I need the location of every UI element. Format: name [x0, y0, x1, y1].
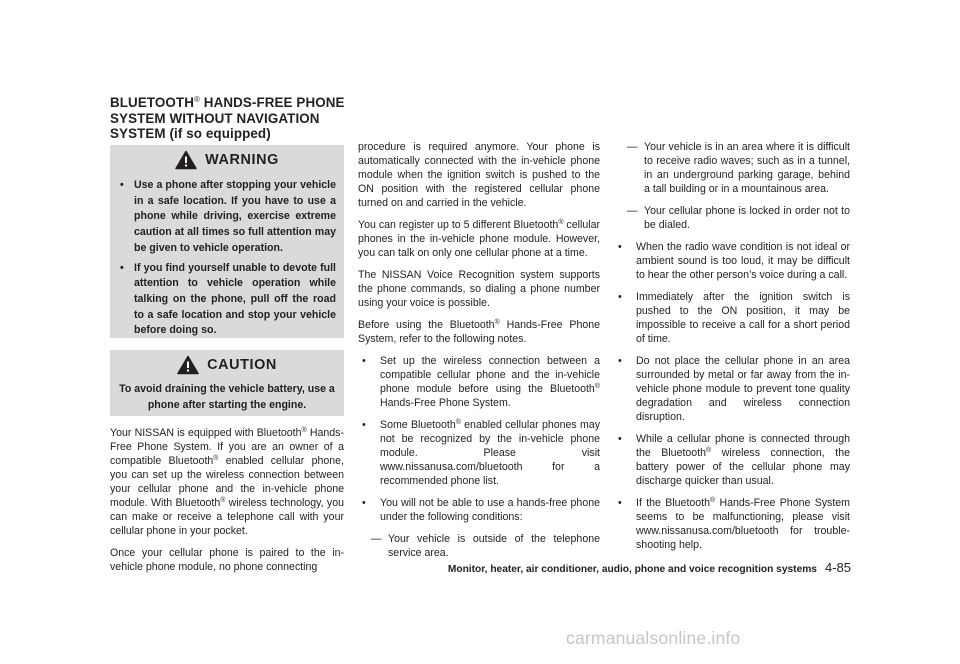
list-item: • Some Bluetooth® enabled cellular phones may not be recognized by the in-vehicle phone module. Please visit www.nissanusa.com/bluetooth for a recommended phone list.	[358, 418, 600, 488]
list-item: • Immediately after the ignition switch is pushed to the ON position, it may be impossible to receive a call for a short period of time.	[614, 290, 850, 346]
caution-text: To avoid draining the vehicle battery, use a phone after starting the engine.	[119, 383, 335, 411]
column-2	[358, 140, 600, 568]
caution-box	[110, 350, 344, 416]
page-footer	[448, 560, 851, 575]
registered-mark: ®	[193, 95, 200, 104]
voice-paragraph: The NISSAN Voice Recognition system supports the phone commands, so dialing a phone number using your voice is possible.	[358, 269, 600, 309]
warning-box	[110, 145, 344, 338]
title-line-1a: BLUETOOTH	[110, 95, 194, 110]
title-line-2: SYSTEM WITHOUT NAVIGATION	[110, 110, 320, 126]
list-item: • Set up the wireless connection between a compatible cellular phone and the in-vehicle phone module before using the Bluetooth® Hands-Free Phone System.	[358, 354, 600, 410]
page-number: 4-85	[824, 560, 851, 575]
pairing-paragraph: Once your cellular phone is paired to the in-vehicle phone module, no phone connecting	[110, 547, 344, 573]
auto-connect-paragraph: procedure is required anymore. Your phone is automatically connected with the in-vehicle phone module when the ignition switch is pushed to the ON position with the registered cellular phone turned on and carried in the vehicle.	[358, 141, 600, 209]
caution-triangle-icon	[177, 355, 199, 375]
list-item: • Do not place the cellular phone in an area surrounded by metal or far away from the in-vehicle phone module to prevent tone quality degradation and wireless connection disruption.	[614, 354, 850, 424]
title-line-1b: HANDS-FREE PHONE	[199, 95, 345, 110]
caution-header	[110, 350, 344, 380]
title-line-3: SYSTEM (if so equipped)	[110, 126, 271, 141]
register-paragraph: You can register up to 5 different Bluetooth® cellular phones in the in-vehicle phone module. However, you can talk on only one cellular phone at a time.	[358, 219, 600, 259]
warning-header	[110, 145, 344, 175]
column-3	[614, 140, 850, 560]
list-item: • You will not be able to use a hands-free phone under the following conditions:	[358, 496, 600, 524]
warning-label: WARNING	[205, 152, 279, 168]
warning-list	[110, 178, 344, 339]
list-item: • While a cellular phone is connected through the Bluetooth® wireless connection, the battery power of the cellular phone may discharge quicker than usual.	[614, 432, 850, 488]
watermark-text: carmanualsonline.info	[566, 628, 741, 648]
warning-triangle-icon	[175, 150, 197, 170]
list-item: • When the radio wave condition is not ideal or ambient sound is too loud, it may be difficult to hear the other person’s voice during a call.	[614, 240, 850, 282]
dash-item: — Your cellular phone is locked in order not to be dialed.	[614, 204, 850, 232]
caution-label: CAUTION	[207, 357, 277, 373]
warning-item: • Use a phone after stopping your vehicle in a safe location. If you have to use a phone while driving, exercise extreme caution at all times so full attention may be given to vehicle operation.	[110, 178, 344, 257]
chapter-title: Monitor, heater, air conditioner, audio, phone and voice recognition systems	[447, 564, 817, 575]
notes-paragraph: Before using the Bluetooth® Hands-Free Phone System, refer to the following notes.	[358, 319, 601, 345]
warning-item: • If you find yourself unable to devote full attention to vehicle operation while talking on the phone, pull off the road to a safe location and stop your vehicle before doing so.	[110, 261, 344, 340]
dash-item: — Your vehicle is in an area where it is difficult to receive radio waves; such as in a tunnel, in an underground parking garage, behind a tall building or in a mountainous area.	[614, 140, 850, 196]
list-item: • If the Bluetooth® Hands-Free Phone System seems to be malfunctioning, please visit www.nissanusa.com/bluetooth for trouble-shooting help.	[614, 496, 850, 552]
column-1-body	[110, 426, 344, 582]
dash-item: — Your vehicle is outside of the telephone service area.	[358, 532, 600, 560]
intro-paragraph: Your NISSAN is equipped with Bluetooth® Hands-Free Phone System. If you are an owner of a compatible Bluetooth® enabled cellular phone, you can set up the wireless connection between your cellular phone and the in-vehicle phone module. With Bluetooth® wireless technology, you can make or receive a telephone call with your cellular phone in your pocket.	[110, 427, 344, 537]
section-title	[110, 92, 350, 142]
